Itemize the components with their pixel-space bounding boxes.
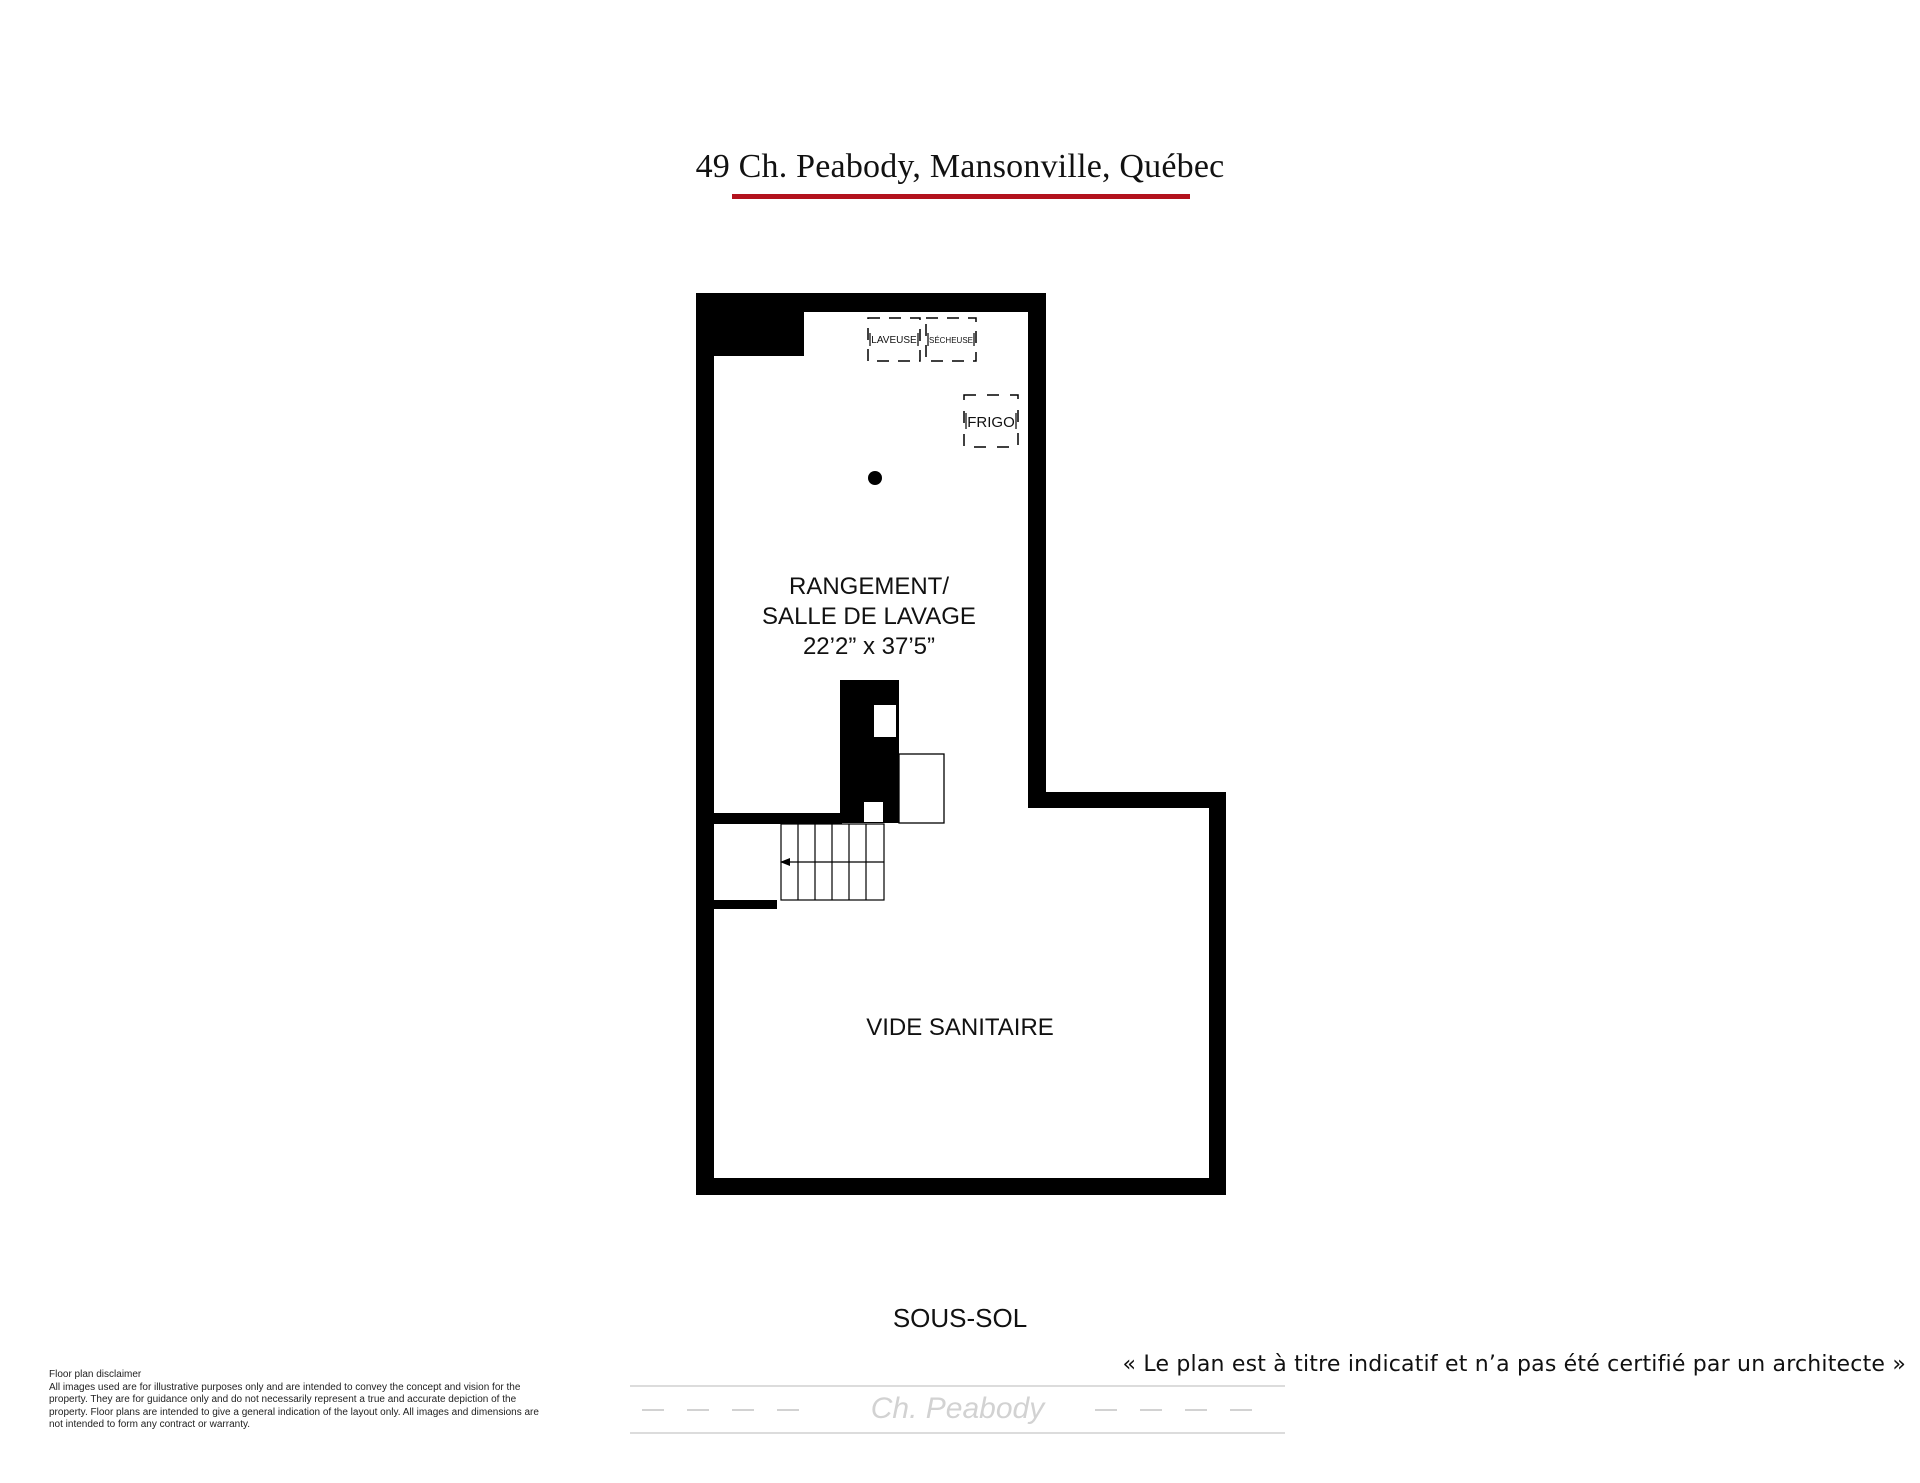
disclaimer <box>49 1369 539 1432</box>
chimney-opening-upper <box>874 705 896 737</box>
partition-wall-upper <box>714 813 842 824</box>
partition-wall-lower <box>714 900 777 909</box>
dryer-label: SÉCHEUSE <box>928 336 974 345</box>
room-name-storage: RANGEMENT/ <box>788 573 950 600</box>
structural-block <box>714 312 804 356</box>
disclaimer-text: All images used are for illustrative purposes only and are intended to convey the concept and vision for the property. They are for guidance only and do not necessarily represent a true and accurate depiction of the property. Floor plans are intended to give a general indication of the layout only. All images and dimensions are not intended to form any contract or warranty. <box>49 1381 539 1430</box>
chimney-block <box>840 680 899 823</box>
disclaimer-heading: Floor plan disclaimer <box>49 1369 142 1380</box>
street-dash <box>1140 1409 1162 1411</box>
room-name-crawlspace: VIDE SANITAIRE <box>866 1014 1054 1041</box>
street-dash <box>1230 1409 1252 1411</box>
room-name-storage-line2: SALLE DE LAVAGE <box>762 603 976 630</box>
staircase <box>781 824 884 900</box>
fridge-label: FRIGO <box>967 414 1015 431</box>
chimney-opening-lower <box>864 802 883 822</box>
page-title: 49 Ch. Peabody, Mansonville, Québec <box>695 148 1225 185</box>
street-name: Ch. Peabody <box>870 1392 1045 1425</box>
exterior-wall <box>696 293 1226 1195</box>
mechanical-unit <box>899 754 944 823</box>
support-post <box>868 471 882 485</box>
street-dash <box>1095 1409 1117 1411</box>
street-dash <box>1185 1409 1207 1411</box>
street-indicator <box>630 1385 1285 1434</box>
floor-name: SOUS-SOL <box>892 1303 1028 1333</box>
washer-label: LAVEUSE <box>871 335 917 346</box>
room-dimensions-storage: 22’2” x 37’5” <box>802 633 936 660</box>
certification-note: « Le plan est à titre indicatif et n’a pas été certifié par un architecte » <box>1122 1352 1906 1377</box>
